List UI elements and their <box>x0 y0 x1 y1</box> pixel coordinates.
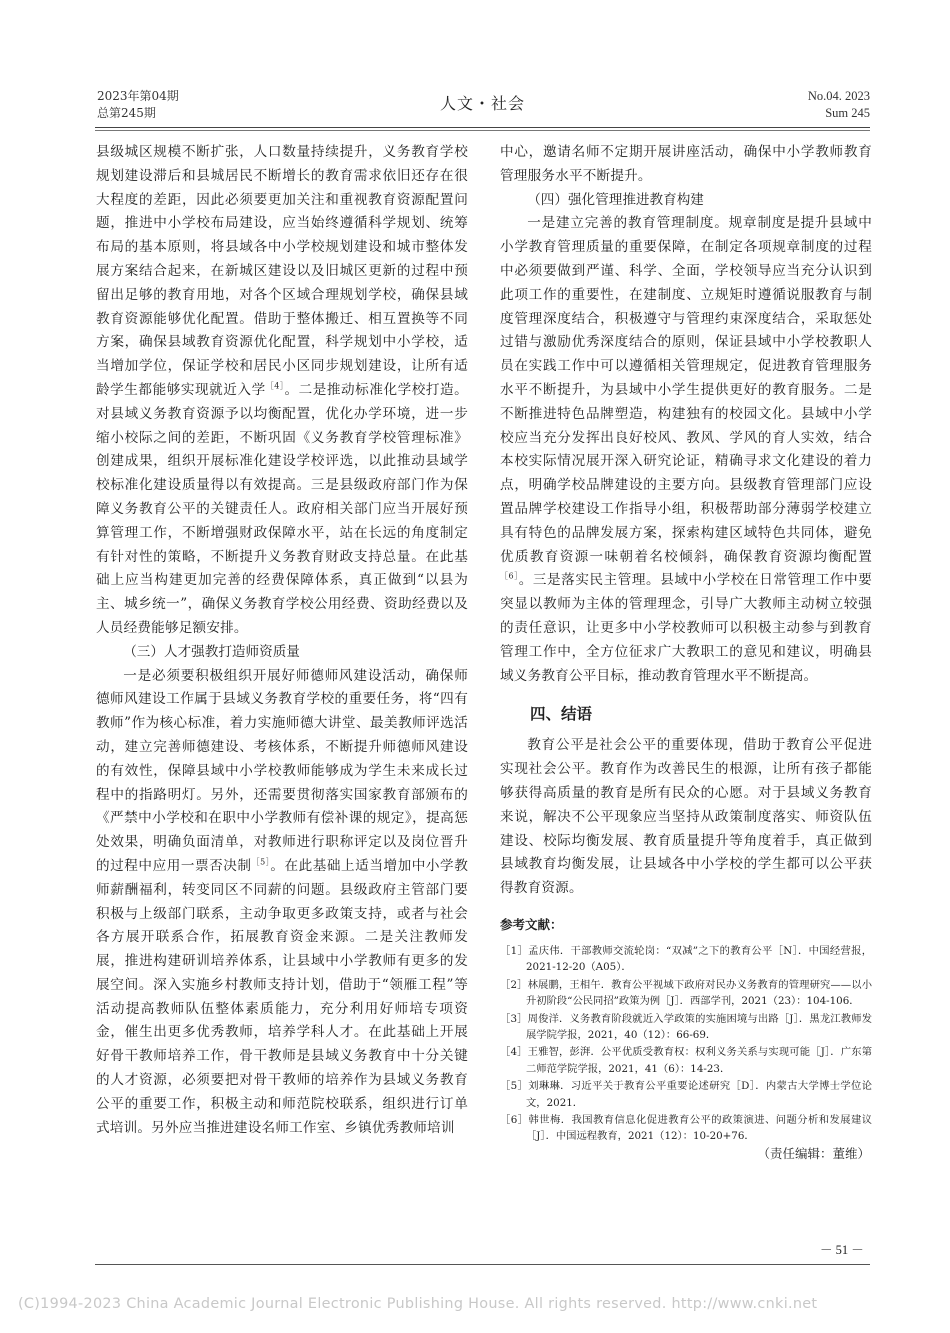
subsection-heading-3: （三）人才强教打造师资质量 <box>123 643 300 660</box>
header-total-en: Sum 245 <box>825 106 870 120</box>
references-list <box>500 943 872 1145</box>
right-column <box>500 141 872 1162</box>
paragraph-text: 一是必须要积极组织开展好师德师风建设活动，确保师德师风建设工作属于县域义务教育学校的重要任务，将“四有教师”作为核心标准，着力实施师德大讲堂、最美教师评选活动，建立完善师德建设、考核体系，不断提升师德师风建设的有效性，保障县域中小学校教师能够成为学生未来成长过程中的指路明灯。另外，还需要贯彻落实国家教育部颁布的《严禁中小学校和在职中小学教师有偿补课的规定》，提高惩处效果，明确负面清单，对教师进行职称评定以及岗位晋升的过程中应用一票否决制 <box>96 667 468 874</box>
left-column <box>96 141 468 1140</box>
header-rule <box>95 127 870 128</box>
header-issue-info-en <box>808 88 870 122</box>
paragraph-text: 。三是落实民主管理。县域中小学校在日常管理工作中要突显以教师为主体的管理理念，引导广大教师主动树立较强的责任意识，让更多中小学校教师可以积极主动参与到教育管理工作中，全方位征求广大教职工的意见和建议，明确县域义务教育公平目标，推动教育管理水平不断提高。 <box>500 572 872 684</box>
header-section-title: 人文・社会 <box>439 94 525 113</box>
reference-item: ［6］韩世梅．我国教育信息化促进教育公平的政策演进、问题分析和发展建议［J］．中国远程教育，2021（12）：10-20+76． <box>500 1113 872 1143</box>
header-total-cn: 总第245期 <box>97 106 156 120</box>
paragraph-text: 县级城区规模不断扩张，人口数量持续提升，义务教育学校规划建设滞后和县城居民不断增长的教育需求依旧还存在很大程度的差距，因此必须要更加关注和重视教育资源配置问题，推进中小学校布局建设，应当始终遵循科学规划、统筹布局的基本原则，将县域各中小学校规划建设和城市整体发展方案结合起来，在新城区建设以及旧城区更新的过程中预留出足够的教育用地，对各个区域合理规划学校，确保县域教育资源能够优化配置。借助于整体搬迁、相互置换等不同方案，确保县域教育资源优化配置，科学规划中小学校，适当增加学位，保证学校和居民小区同步规划建设，让所有适龄学生都能够实现就近入学 <box>96 144 468 398</box>
responsible-editor: （责任编辑：董维） <box>757 1145 870 1161</box>
reference-item: ［1］孟庆伟．干部教师交流轮岗：“双减”之下的教育公平［N］．中国经营报，2021-12-20（A05）． <box>500 944 872 974</box>
reference-item: ［2］林展鹏，王相午．教育公平视域下政府对民办义务教育的管理研究——以小升初阶段“公民同招”政策为例［J］．西部学刊，2021（23）：104-106． <box>500 978 872 1008</box>
body-paragraph <box>96 665 468 1141</box>
footer-rule <box>95 1264 870 1265</box>
reference-item: ［3］周俊洋．义务教育阶段就近入学政策的实施困境与出路［J］．黑龙江教师发展学院学报，2021，40（12）：66-69． <box>500 1012 872 1041</box>
section-heading-conclusion: 四、结语 <box>530 705 593 724</box>
conclusion-paragraph: 教育公平是社会公平的重要体现，借助于教育公平促进实现社会公平。教育作为改善民生的根源，让所有孩子都能够获得高质量的教育是所有民众的心愿。对于县域义务教育来说，解决不公平现象应当坚持从政策制度落实、师资队伍建设、校际均衡发展、教育质量提升等角度着手，真正做到县域教育均衡发展，让县域各中小学校的学生都可以公平获得教育资源。 <box>500 737 872 897</box>
header-issue-cn: 2023年第04期 <box>97 89 179 103</box>
paragraph-text: 。二是推动标准化学校打造。对县域义务教育资源予以均衡配置，优化办学环境，进一步缩小校际之间的差距，不断巩固《义务教育学校管理标准》创建成果，组织开展标准化建设学校评选，以此推动县域学校标准化建设质量得以有效提高。三是县级政府部门作为保障义务教育公平的关键责任人。政府相关部门应当开展好预算管理工作，不断增强财政保障水平，站在长远的角度制定有针对性的策略，不断提升义务教育财政支持总量。在此基础上应当构建更加完善的经费保障体系，真正做到“以县为主、城乡统一”，确保义务教育学校公用经费、资助经费以及人员经费能够足额安排。 <box>96 381 468 636</box>
header-issue-en: No.04. 2023 <box>807 89 870 103</box>
header-rule-thin <box>95 130 870 131</box>
copyright-watermark: (C)1994-2023 China Academic Journal Electronic Publishing House. All rights reserved. http://www.cnki.net <box>18 1296 818 1312</box>
reference-item: ［4］王雅智，彭湃．公平优质受教育权：权利义务关系与实现可能［J］．广东第二师范学院学报，2021，41（6）：14-23． <box>500 1046 872 1075</box>
reference-item: ［5］刘琳琳．习近平关于教育公平重要论述研究［D］．内蒙古大学博士学位论文，2021． <box>500 1080 872 1109</box>
page-header <box>95 85 870 127</box>
paragraph-text: 一是建立完善的教育管理制度。规章制度是提升县域中小学教育管理质量的重要保障，在制定各项规章制度的过程中必须要做到严谨、科学、全面，学校领导应当充分认识到此项工作的重要性，在建制度、立规矩时遵循说服教育与制度管理深度结合，积极遵守与管理约束深度结合，采取惩处过错与激励优秀深度结合的原则，保证县域中小学校教职人员在实践工作中可以遵循相关管理规定，促进教育管理服务水平不断提升，为县域中小学生提供更好的教育服务。二是不断推进特色品牌塑造，构建独有的校园文化。县域中小学校应当充分发挥出良好校风、教风、学风的育人实效，结合本校实际情况展开深入研究论证，精确寻求文化建设的着力点，明确学校品牌建设的主要方向。县级教育管理部门应设置品牌学校建设工作指导小组，积极帮助部分薄弱学校建立具有特色的品牌发展方案，探索构建区域特色共同体，避免优质教育资源一味朝着名校倾斜，确保教育资源均衡配置 <box>500 215 872 565</box>
citation-4: ［4］ <box>265 381 285 391</box>
paragraph-text: 。在此基础上适当增加中小学教师薪酬福利，转变同区不同薪的问题。县级政府主管部门要积极与上级部门联系，主动争取更多政策支持，或者与社会各方展开联系合作，拓展教育资金来源。二是关注教师发展，推进构建研训培养体系，让县域中小学教师有更多的发展空间。深入实施乡村教师支持计划，借助于“领雁工程”等活动提高教师队伍整体素质能力，充分利用好师培专项资金，催生出更多优秀教师，培养学科人才。在此基础上开展好骨干教师培养工作，骨干教师是县域义务教育中十分关键的人才资源，必须要把对骨干教师的培养作为县域义务教育公平的重要工作，积极主动和师范院校联系，组织进行订单式培训。另外应当推进建设名师工作室、乡镇优秀教师培训 <box>96 857 468 1136</box>
body-paragraph <box>96 141 468 641</box>
citation-5: ［5］ <box>251 857 271 867</box>
citation-6: ［6］ <box>500 571 519 581</box>
subsection-heading-4: （四）强化管理推进教育构建 <box>527 191 704 208</box>
references-title: 参考文献： <box>500 916 563 932</box>
body-paragraph: 中心，邀请名师不定期开展讲座活动，确保中小学教师教育管理服务水平不断提升。 <box>500 144 872 184</box>
body-paragraph <box>500 212 872 688</box>
page-number: － 51 － <box>820 1243 864 1257</box>
